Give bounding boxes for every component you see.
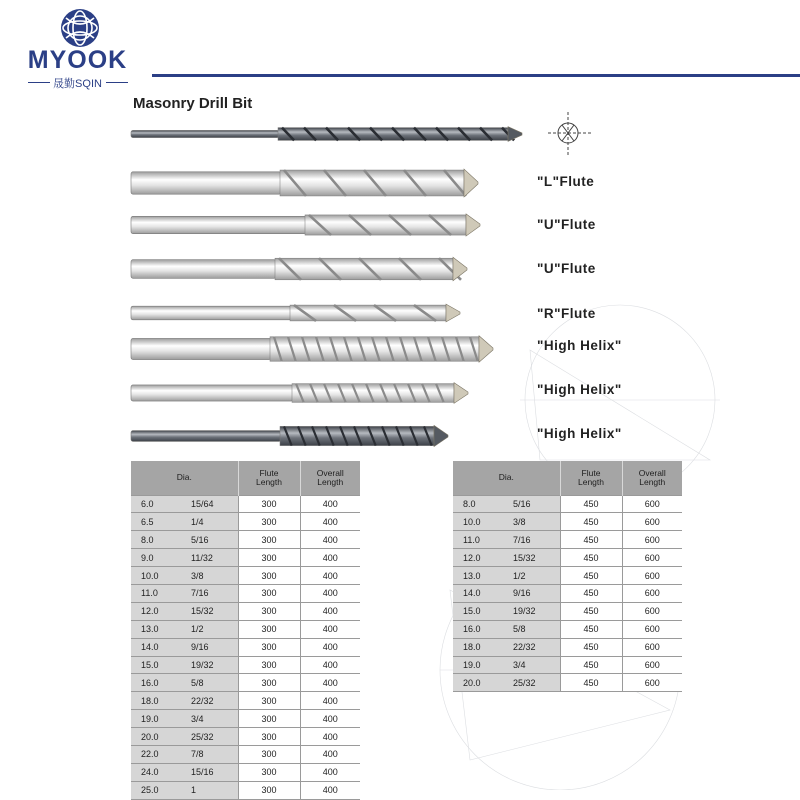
brand-name: MYOOK: [27, 46, 128, 74]
dia-mm-cell: 12.0: [131, 602, 189, 620]
flute-length-cell: 450: [560, 567, 622, 585]
dia-inch-cell: 5/16: [511, 495, 560, 513]
flute-length-cell: 450: [560, 638, 622, 656]
flute-length-cell: 300: [238, 745, 300, 763]
drill-bit-image: [130, 254, 471, 284]
header-dia: Dia.: [453, 461, 560, 495]
overall-length-cell: 400: [300, 584, 360, 602]
flute-length-cell: 450: [560, 513, 622, 531]
overall-length-cell: 600: [622, 567, 682, 585]
dia-mm-cell: 20.0: [131, 728, 189, 746]
dia-inch-cell: 3/8: [511, 513, 560, 531]
flute-label: "High Helix": [537, 338, 622, 353]
flute-length-cell: 300: [238, 602, 300, 620]
table-row: [131, 549, 360, 567]
dia-mm-cell: 24.0: [131, 763, 189, 781]
overall-length-cell: 400: [300, 692, 360, 710]
dia-mm-cell: 19.0: [131, 710, 189, 728]
dia-mm-cell: 16.0: [131, 674, 189, 692]
dia-inch-cell: 9/16: [189, 638, 238, 656]
dia-inch-cell: 22/32: [189, 692, 238, 710]
drill-bit-image: [130, 126, 526, 142]
table-row: [131, 584, 360, 602]
drill-bit-image: [130, 211, 484, 239]
flute-length-cell: 300: [238, 692, 300, 710]
dia-mm-cell: 14.0: [453, 584, 511, 602]
overall-length-cell: 600: [622, 620, 682, 638]
dia-mm-cell: 15.0: [131, 656, 189, 674]
table-row: [131, 656, 360, 674]
table-row: [131, 531, 360, 549]
dia-inch-cell: 15/16: [189, 763, 238, 781]
table-row: [131, 728, 360, 746]
table-row: [131, 620, 360, 638]
dia-inch-cell: 5/8: [189, 674, 238, 692]
table-row: [131, 710, 360, 728]
overall-length-cell: 400: [300, 763, 360, 781]
flute-length-cell: 300: [238, 656, 300, 674]
table-row: [453, 638, 682, 656]
drill-bit-image: [130, 424, 452, 448]
table-row: [131, 781, 360, 799]
table-row: [131, 692, 360, 710]
dia-mm-cell: 18.0: [131, 692, 189, 710]
overall-length-cell: 600: [622, 495, 682, 513]
dia-inch-cell: 1: [189, 781, 238, 799]
overall-length-cell: 600: [622, 531, 682, 549]
overall-length-cell: 600: [622, 656, 682, 674]
table-row: [131, 567, 360, 585]
dia-inch-cell: 5/8: [511, 620, 560, 638]
dia-mm-cell: 12.0: [453, 549, 511, 567]
table-row: [131, 745, 360, 763]
header-overall-length: Overall Length: [622, 461, 682, 495]
dia-mm-cell: 20.0: [453, 674, 511, 692]
overall-length-cell: 600: [622, 584, 682, 602]
table-row: [453, 674, 682, 692]
flute-length-cell: 300: [238, 674, 300, 692]
table-row: [131, 638, 360, 656]
table-row: [453, 584, 682, 602]
brand-subname: 晟勤SQIN: [53, 78, 102, 90]
overall-length-cell: 400: [300, 620, 360, 638]
drill-bit-image: [130, 165, 482, 201]
dia-mm-cell: 15.0: [453, 602, 511, 620]
overall-length-cell: 600: [622, 674, 682, 692]
overall-length-cell: 400: [300, 656, 360, 674]
table-row: [453, 620, 682, 638]
flute-length-cell: 300: [238, 728, 300, 746]
table-row: [131, 602, 360, 620]
flute-length-cell: 300: [238, 584, 300, 602]
dia-mm-cell: 11.0: [453, 531, 511, 549]
overall-length-cell: 400: [300, 495, 360, 513]
dia-inch-cell: 9/16: [511, 584, 560, 602]
dia-inch-cell: 1/2: [511, 567, 560, 585]
dia-inch-cell: 3/8: [189, 567, 238, 585]
overall-length-cell: 600: [622, 602, 682, 620]
divider: [106, 82, 128, 83]
dia-mm-cell: 11.0: [131, 584, 189, 602]
dia-mm-cell: 9.0: [131, 549, 189, 567]
dia-inch-cell: 3/4: [511, 656, 560, 674]
table-row: [453, 602, 682, 620]
spec-table-450: [453, 461, 682, 692]
dia-inch-cell: 11/32: [189, 549, 238, 567]
flute-label: "High Helix": [537, 426, 622, 441]
table-row: [453, 495, 682, 513]
dia-mm-cell: 13.0: [453, 567, 511, 585]
globe-logo-icon: [60, 8, 100, 48]
table-row: [131, 513, 360, 531]
dia-mm-cell: 19.0: [453, 656, 511, 674]
dia-inch-cell: 15/64: [189, 495, 238, 513]
dia-inch-cell: 15/32: [511, 549, 560, 567]
dia-inch-cell: 7/16: [189, 584, 238, 602]
flute-length-cell: 300: [238, 638, 300, 656]
drill-bit-image: [130, 332, 497, 366]
flute-label: "L"Flute: [537, 174, 595, 189]
overall-length-cell: 400: [300, 567, 360, 585]
dia-mm-cell: 6.5: [131, 513, 189, 531]
overall-length-cell: 400: [300, 781, 360, 799]
table-row: [131, 495, 360, 513]
dia-inch-cell: 22/32: [511, 638, 560, 656]
dia-mm-cell: 14.0: [131, 638, 189, 656]
spec-table-300: [131, 461, 360, 800]
dia-mm-cell: 8.0: [131, 531, 189, 549]
dia-mm-cell: 6.0: [131, 495, 189, 513]
dia-mm-cell: 25.0: [131, 781, 189, 799]
dia-inch-cell: 7/16: [511, 531, 560, 549]
dia-mm-cell: 13.0: [131, 620, 189, 638]
brand-logo: [20, 6, 135, 88]
dia-mm-cell: 10.0: [131, 567, 189, 585]
flute-label: "U"Flute: [537, 261, 596, 276]
dia-mm-cell: 16.0: [453, 620, 511, 638]
flute-length-cell: 300: [238, 567, 300, 585]
flute-length-cell: 450: [560, 602, 622, 620]
table-row: [453, 549, 682, 567]
flute-length-cell: 450: [560, 656, 622, 674]
table-row: [453, 531, 682, 549]
overall-length-cell: 400: [300, 674, 360, 692]
header-overall-length: Overall Length: [300, 461, 360, 495]
header-dia: Dia.: [131, 461, 238, 495]
overall-length-cell: 400: [300, 728, 360, 746]
page-title: Masonry Drill Bit: [133, 95, 253, 112]
dia-mm-cell: 8.0: [453, 495, 511, 513]
flute-length-cell: 300: [238, 513, 300, 531]
overall-length-cell: 400: [300, 745, 360, 763]
bit-tip-diagram-icon: [548, 112, 592, 156]
table-row: [453, 513, 682, 531]
dia-inch-cell: 1/2: [189, 620, 238, 638]
dia-inch-cell: 25/32: [189, 728, 238, 746]
header-flute-length: Flute Length: [238, 461, 300, 495]
overall-length-cell: 600: [622, 638, 682, 656]
flute-length-cell: 300: [238, 531, 300, 549]
table-row: [131, 674, 360, 692]
header-divider: [152, 74, 800, 77]
header-flute-length: Flute Length: [560, 461, 622, 495]
dia-inch-cell: 1/4: [189, 513, 238, 531]
dia-inch-cell: 15/32: [189, 602, 238, 620]
overall-length-cell: 400: [300, 513, 360, 531]
flute-length-cell: 300: [238, 781, 300, 799]
flute-length-cell: 450: [560, 584, 622, 602]
dia-inch-cell: 7/8: [189, 745, 238, 763]
dia-inch-cell: 3/4: [189, 710, 238, 728]
overall-length-cell: 600: [622, 513, 682, 531]
flute-length-cell: 300: [238, 549, 300, 567]
flute-length-cell: 300: [238, 495, 300, 513]
flute-length-cell: 300: [238, 620, 300, 638]
dia-mm-cell: 22.0: [131, 745, 189, 763]
flute-label: "R"Flute: [537, 306, 596, 321]
flute-label: "High Helix": [537, 382, 622, 397]
flute-length-cell: 300: [238, 763, 300, 781]
overall-length-cell: 400: [300, 638, 360, 656]
overall-length-cell: 400: [300, 549, 360, 567]
table-row: [131, 763, 360, 781]
drill-bit-image: [130, 302, 464, 324]
drill-bit-image: [130, 380, 472, 406]
flute-label: "U"Flute: [537, 217, 596, 232]
flute-length-cell: 450: [560, 531, 622, 549]
flute-length-cell: 450: [560, 674, 622, 692]
dia-mm-cell: 10.0: [453, 513, 511, 531]
dia-inch-cell: 19/32: [511, 602, 560, 620]
flute-length-cell: 450: [560, 620, 622, 638]
flute-length-cell: 450: [560, 549, 622, 567]
flute-length-cell: 450: [560, 495, 622, 513]
dia-mm-cell: 18.0: [453, 638, 511, 656]
overall-length-cell: 600: [622, 549, 682, 567]
overall-length-cell: 400: [300, 602, 360, 620]
table-row: [453, 656, 682, 674]
overall-length-cell: 400: [300, 710, 360, 728]
table-row: [453, 567, 682, 585]
flute-length-cell: 300: [238, 710, 300, 728]
overall-length-cell: 400: [300, 531, 360, 549]
dia-inch-cell: 25/32: [511, 674, 560, 692]
dia-inch-cell: 19/32: [189, 656, 238, 674]
dia-inch-cell: 5/16: [189, 531, 238, 549]
